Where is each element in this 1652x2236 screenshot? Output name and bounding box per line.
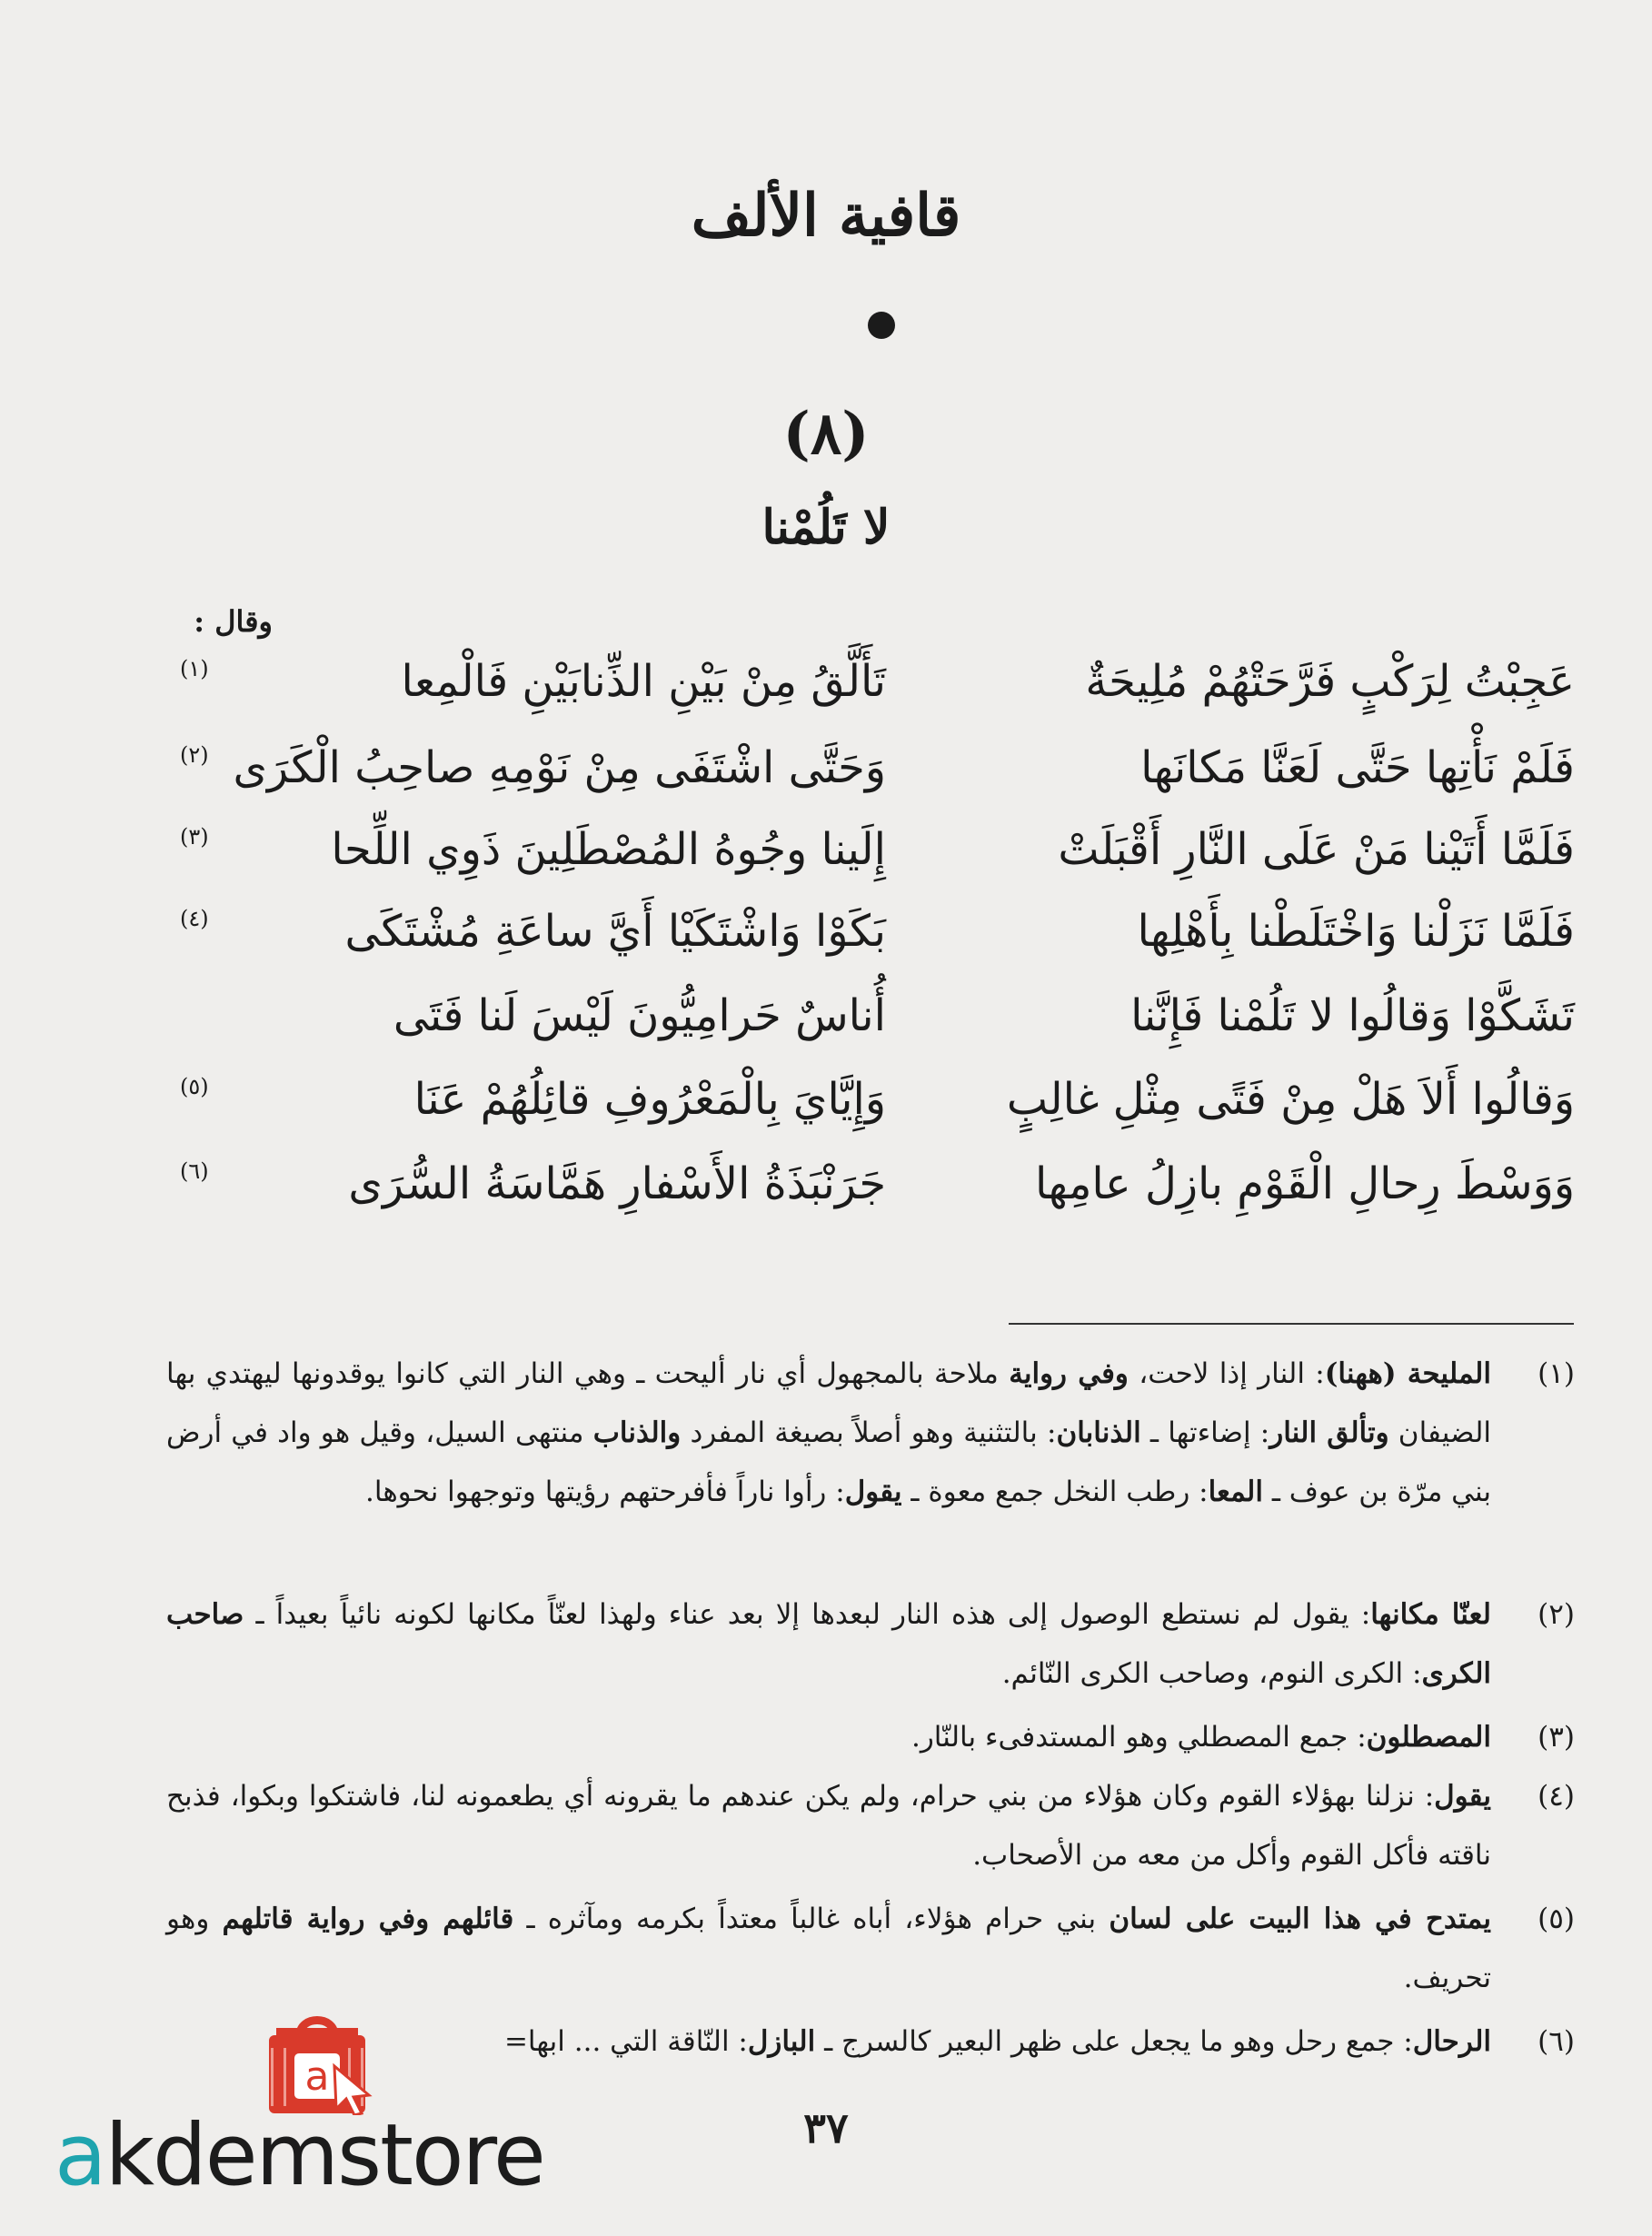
footnote-term: المصطلون — [1366, 1721, 1491, 1754]
verse-line — [0, 990, 1652, 1063]
footnote-gloss: : جمع رحل وهو ما يجعل على ظهر البعير كالسرج ـ — [815, 2025, 1413, 2058]
footnote-number: (٢) — [1538, 1598, 1575, 1631]
footnote-term: المليحة (ههنا) — [1324, 1357, 1491, 1390]
footnote-term: المعا — [1208, 1476, 1263, 1508]
footnote-term: وتألق النار — [1269, 1416, 1389, 1449]
page-number: ٣٧ — [803, 2103, 849, 2152]
verse-second-hemistich: بَكَوْا وَاشْتَكَيْا أَيَّ ساعَةِ مُشْتَكَى — [344, 906, 886, 957]
footnote-term: يقول — [844, 1476, 902, 1508]
footnote-number: (٣) — [1538, 1721, 1575, 1754]
footnote-term: وفي رواية — [1009, 1357, 1129, 1390]
verse-second-hemistich: جَرَنْبَذَةُ الأَسْفارِ هَمَّاسَةُ السُّرَى — [348, 1158, 886, 1209]
footnote-gloss: : إضاءتها ـ — [1140, 1416, 1270, 1449]
chapter-title: قافية الألف — [691, 182, 961, 250]
footnote-number: (١) — [1538, 1357, 1575, 1390]
poem-number: (٨) — [782, 400, 870, 468]
footnote-term: البازل — [747, 2025, 816, 2058]
verse-first-hemistich: فَلَمَّا نَزَلْنا وَاخْتَلَطْنا بِأَهْلِها — [1137, 906, 1575, 957]
footnote-gloss: : يقول لم نستطع الوصول إلى هذه النار لبعدها إلا بعد عناء ولهذا لعنّاً مكانها لكونه نائياً بعيداً ـ — [244, 1598, 1371, 1631]
verse-second-hemistich: أُناسٌ حَرامِيُّونَ لَيْسَ لَنا فَتَى — [393, 990, 886, 1041]
separator-dot — [868, 312, 895, 339]
verse-second-hemistich: إِلَينا وجُوهُ المُصْطَلِينَ ذَوِي اللِّحا — [331, 824, 886, 875]
footnote-term: لعنّا مكانها — [1370, 1598, 1491, 1631]
verse-first-hemistich: وَقالُوا أَلاَ هَلْ مِنْ فَتًى مِثْلِ غالِبٍ — [1006, 1074, 1575, 1125]
footnote-term: صاحب الكرى — [166, 1598, 1491, 1690]
footnote-gloss: : نزلنا بهؤلاء القوم وكان هؤلاء من بني حرام، ولم يكن عندهم ما يقرونه أي يطعمونه لنا، فاشتكوا وبكوا، فذبح ناقته فأكل القوم وأكل من معه من الأصحاب. — [166, 1780, 1491, 1872]
footnote-gloss: : جمع المصطلي وهو المستدفىء بالنّار. — [911, 1721, 1367, 1754]
verse-first-hemistich: عَجِبْتُ لِرَكْبٍ فَرَّحَتْهُمْ مُلِيحَةٌ — [1085, 656, 1575, 707]
poem-intro: وقال : — [194, 604, 273, 639]
verse-line — [0, 824, 1652, 897]
footnote-text — [166, 1708, 1491, 1767]
akdemstore-watermark — [55, 2008, 544, 2205]
bag-letter: a — [304, 2053, 330, 2100]
verse-line — [0, 656, 1652, 729]
verse-first-hemistich: وَوَسْطَ رِحالِ الْقَوْمِ بازِلُ عامِها — [1034, 1158, 1575, 1209]
footnote-gloss: وهو تحريف. — [166, 1903, 1491, 1994]
footnote-gloss: : الكرى النوم، وصاحب الكرى النّائم. — [1001, 1657, 1422, 1690]
verse-second-hemistich: تَأَلَّقُ مِنْ بَيْنِ الذِّنابَيْنِ فَالْمِعا — [401, 656, 886, 707]
footnote-text — [166, 1345, 1491, 1522]
footnote-reference: (٥) — [180, 1074, 209, 1099]
verse-line — [0, 906, 1652, 979]
poem-title: لا تَلُمْنا — [761, 500, 891, 555]
footnote-gloss: : رطب النخل جمع معوة ـ — [901, 1476, 1209, 1508]
footnote-gloss: : بالتثنية وهو أصلاً بصيغة المفرد — [681, 1416, 1057, 1449]
footnote-number: (٥) — [1538, 1903, 1575, 1935]
footnote-gloss: : النّاقة التي ... ابها= — [503, 2025, 748, 2058]
footnote-reference: (٢) — [180, 742, 209, 768]
footnote — [166, 1708, 1575, 1767]
footnote-reference: (٦) — [180, 1158, 209, 1184]
footnote-number: (٦) — [1538, 2025, 1575, 2058]
footnote-term: الذنابان — [1056, 1416, 1141, 1449]
footnote-gloss: : النار إذا لاحت، — [1128, 1357, 1325, 1390]
verse-first-hemistich: فَلَمْ نَأْتِها حَتَّى لَعَنَّا مَكانَها — [1140, 742, 1575, 793]
footnote-term: والذناب — [592, 1416, 682, 1449]
verse-line — [0, 1074, 1652, 1147]
footnote-gloss: : رأوا ناراً فأفرحتهم رؤيتها وتوجهوا نحوها. — [365, 1476, 845, 1508]
footnote-term: يمتدح في هذا البيت على لسان — [1109, 1903, 1492, 1935]
footnote — [166, 1345, 1575, 1522]
footnote-term: قائلهم وفي رواية قاتلهم — [222, 1903, 514, 1935]
footnote-term: الرحال — [1412, 2025, 1491, 2058]
logo-letter-a: a — [55, 2106, 105, 2205]
verse-second-hemistich: وَحَتَّى اشْتَفَى مِنْ نَوْمِهِ صاحِبُ الْكَرَى — [233, 742, 886, 793]
footnote — [166, 1890, 1575, 2008]
footnote-reference: (٤) — [180, 906, 209, 931]
footnote-text — [166, 1767, 1491, 1885]
verse-second-hemistich: وَإِيَّايَ بِالْمَعْرُوفِ قائِلُهُمْ عَنَا — [413, 1074, 886, 1125]
footnote-text — [166, 1890, 1491, 2008]
logo-text — [55, 2106, 544, 2205]
footnote-reference: (١) — [180, 656, 209, 681]
footnote-gloss: منتهى السيل، وقيل هو واد في أرض بني مرّة بن عوف ـ — [166, 1416, 1491, 1508]
verse-line — [0, 742, 1652, 815]
verse-line — [0, 1158, 1652, 1231]
verse-first-hemistich: فَلَمَّا أَتَيْنا مَنْ عَلَى النَّارِ أَقْبَلَتْ — [1058, 824, 1575, 875]
footnote-divider — [1009, 1323, 1574, 1325]
footnote-reference: (٣) — [180, 824, 209, 850]
shopping-bag-icon — [244, 2008, 391, 2115]
footnote-number: (٤) — [1538, 1780, 1575, 1813]
footnote-gloss: ملاحة بالمجهول أي نار أليحت ـ وهي النار التي كانوا يوقدونها ليهتدي بها الضيفان — [166, 1357, 1491, 1449]
footnote-text — [166, 1585, 1491, 1704]
footnote — [166, 1767, 1575, 1885]
verse-first-hemistich: تَشَكَّوْا وَقالُوا لا تَلُمْنا فَإِنَّنا — [1130, 990, 1575, 1041]
footnote — [166, 1585, 1575, 1704]
logo-wordmark: kdemstore — [104, 2106, 544, 2205]
footnote-term: يقول — [1434, 1780, 1491, 1813]
footnote-gloss: بني حرام هؤلاء، أباه غالباً معتداً بكرمه ومآثره ـ — [513, 1903, 1110, 1935]
